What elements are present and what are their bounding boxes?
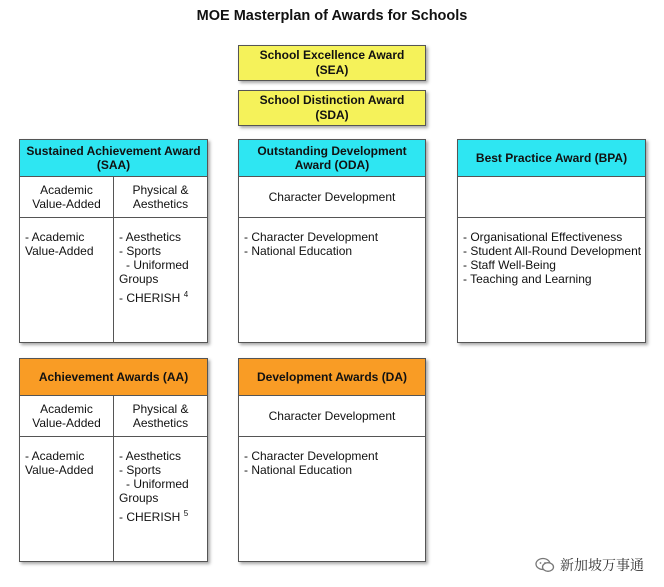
list-item: - Teaching and Learning [463, 272, 592, 286]
aa-col2-head [114, 396, 207, 436]
sda-box [238, 90, 426, 126]
da-box [238, 358, 426, 562]
cherish-label: - CHERISH [119, 510, 181, 524]
list-item: - Sports [119, 244, 162, 258]
list-item: - National Education [244, 244, 353, 258]
da-list [239, 443, 425, 477]
aa-col1-head-line1: Academic [40, 402, 93, 416]
wechat-icon [535, 557, 555, 573]
list-item: - Sports [119, 463, 162, 477]
saa-col1-head-line1: Academic [40, 183, 93, 197]
list-item: - Character Development [244, 449, 379, 463]
sea-abbr: (SEA) [315, 63, 349, 77]
aa-header: Achievement Awards (AA) [20, 359, 207, 396]
cherish-label: - CHERISH [119, 291, 181, 305]
list-item: - Organisational Effectiveness [463, 230, 623, 244]
list-item: - Aesthetics [119, 449, 182, 463]
sda-abbr: (SDA) [315, 108, 349, 122]
aa-col1-head [20, 396, 113, 436]
oda-sub-head: Character Development [268, 190, 396, 204]
footnote-mark: 5 [183, 509, 189, 518]
saa-col2-list [114, 224, 207, 305]
list-item: Value-Added [25, 244, 94, 258]
oda-row-divider [239, 217, 425, 218]
saa-col2-head-line1: Physical & [132, 183, 189, 197]
saa-col1-list [20, 224, 113, 258]
da-header: Development Awards (DA) [239, 359, 425, 396]
saa-header-title: Sustained Achievement Award [26, 144, 201, 158]
list-item: - Uniformed [126, 477, 189, 491]
saa-row-divider [20, 217, 207, 218]
saa-header [20, 140, 207, 177]
list-item: - National Education [244, 463, 353, 477]
da-row-divider [239, 436, 425, 437]
aa-col1-head-line2: Value-Added [32, 416, 101, 430]
oda-header-abbr: Award (ODA) [294, 158, 370, 172]
saa-col1-head [20, 177, 113, 217]
aa-box [19, 358, 208, 562]
sea-box [238, 45, 426, 81]
list-item: - Academic [25, 449, 85, 463]
watermark [535, 555, 644, 575]
aa-col2-head-line2: Aesthetics [132, 416, 189, 430]
list-item: Groups [119, 491, 159, 505]
saa-col1-head-line2: Value-Added [32, 197, 101, 211]
list-item: - Student All-Round Development [463, 244, 642, 258]
sda-title: School Distinction Award [259, 93, 405, 107]
bpa-box [457, 139, 646, 343]
bpa-row-divider [458, 217, 645, 218]
list-item: - Uniformed [126, 258, 189, 272]
list-item: Groups [119, 272, 159, 286]
saa-box [19, 139, 208, 343]
chart-title: MOE Masterplan of Awards for Schools [196, 8, 468, 24]
aa-col2-list [114, 443, 207, 524]
list-item: Value-Added [25, 463, 94, 477]
oda-header [239, 140, 425, 177]
da-sub-head: Character Development [268, 409, 396, 423]
sea-title: School Excellence Award [259, 48, 405, 62]
oda-header-title: Outstanding Development [257, 144, 407, 158]
footnote-mark: 4 [183, 290, 189, 299]
oda-box [238, 139, 426, 343]
bpa-list [458, 224, 645, 286]
watermark-text: 新加坡万事通 [560, 557, 644, 573]
saa-col2-head-line2: Aesthetics [132, 197, 189, 211]
oda-list [239, 224, 425, 258]
list-item: - Staff Well-Being [463, 258, 556, 272]
list-item: - Character Development [244, 230, 379, 244]
aa-col1-list [20, 443, 113, 477]
aa-row-divider [20, 436, 207, 437]
saa-header-abbr: (SAA) [96, 158, 131, 172]
saa-col2-head [114, 177, 207, 217]
bpa-header: Best Practice Award (BPA) [458, 140, 645, 177]
list-item: - Academic [25, 230, 85, 244]
list-item-cherish [119, 507, 207, 524]
list-item: - Aesthetics [119, 230, 182, 244]
list-item-cherish [119, 288, 207, 305]
aa-col2-head-line1: Physical & [132, 402, 189, 416]
